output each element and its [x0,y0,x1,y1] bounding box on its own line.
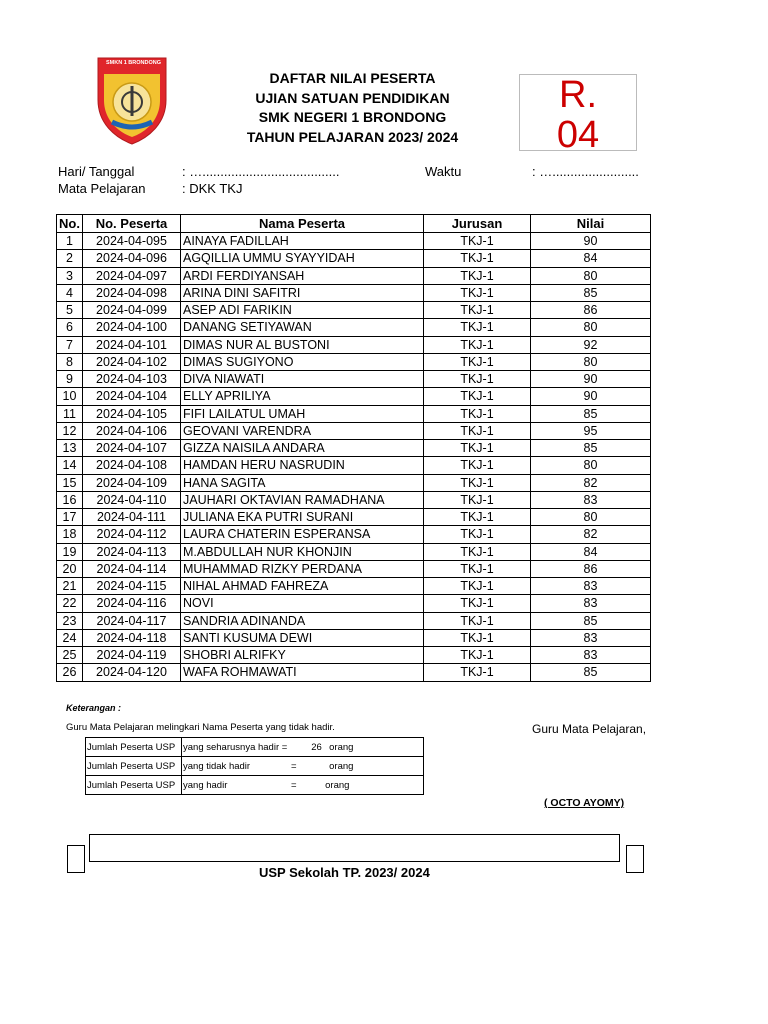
footer-text: USP Sekolah TP. 2023/ 2024 [259,865,430,880]
notes-label: Keterangan : [66,703,122,713]
score-cell: 84 [531,250,651,267]
table-row [57,388,651,405]
summary-row-present [86,776,424,795]
summary-desc [182,776,304,795]
row-number-cell: 20 [57,560,83,577]
participant-name-cell: NOVI [181,595,424,612]
major-cell: TKJ-1 [424,578,531,595]
summary-desc-text: yang hadir [183,779,228,791]
attendance-summary-table [85,737,424,795]
left-square [67,845,85,873]
major-cell: TKJ-1 [424,319,531,336]
table-row [57,405,651,422]
major-cell: TKJ-1 [424,629,531,646]
row-number-cell: 1 [57,233,83,250]
summary-value: 26 [311,741,322,753]
table-row [57,267,651,284]
row-number-cell: 10 [57,388,83,405]
participant-name-cell: FIFI LAILATUL UMAH [181,405,424,422]
table-row [57,233,651,250]
score-cell: 83 [531,629,651,646]
subject-label: Mata Pelajaran [58,181,146,196]
row-number-cell: 5 [57,302,83,319]
score-cell: 90 [531,371,651,388]
summary-eq: = [291,760,297,772]
participant-number-cell: 2024-04-116 [83,595,181,612]
summary-desc-text: yang tidak hadir [183,760,251,772]
score-cell: 85 [531,664,651,681]
score-cell: 83 [531,595,651,612]
participant-name-cell: NIHAL AHMAD FAHREZA [181,578,424,595]
score-cell: 80 [531,509,651,526]
teacher-name: ( OCTO AYOMY) [544,797,625,809]
header-score: Nilai [531,215,651,233]
footer-box [89,834,620,862]
summary-row-expected [86,738,424,757]
table-row [57,336,651,353]
participant-number-cell: 2024-04-099 [83,302,181,319]
row-number-cell: 3 [57,267,83,284]
time-label: Waktu [425,164,462,179]
major-cell: TKJ-1 [424,491,531,508]
major-cell: TKJ-1 [424,250,531,267]
day-label: Hari/ Tanggal [58,164,135,179]
participant-name-cell: DIMAS SUGIYONO [181,353,424,370]
participant-number-cell: 2024-04-119 [83,647,181,664]
score-cell: 85 [531,612,651,629]
day-value: : …...................................... [182,164,340,179]
participant-name-cell: GIZZA NAISILA ANDARA [181,440,424,457]
row-number-cell: 6 [57,319,83,336]
table-row [57,302,651,319]
score-cell: 85 [531,440,651,457]
participant-name-cell: JAUHARI OKTAVIAN RAMADHANA [181,491,424,508]
row-number-cell: 23 [57,612,83,629]
score-cell: 83 [531,491,651,508]
row-number-cell: 26 [57,664,83,681]
major-cell: TKJ-1 [424,595,531,612]
table-row [57,647,651,664]
participant-name-cell: HAMDAN HERU NASRUDIN [181,457,424,474]
score-cell: 85 [531,284,651,301]
summary-value-cell [304,776,424,795]
summary-eq: = [291,779,297,791]
table-row [57,474,651,491]
header-participant-number: No. Peserta [83,215,181,233]
participant-number-cell: 2024-04-095 [83,233,181,250]
time-value: : …........................ [532,164,639,179]
row-number-cell: 19 [57,543,83,560]
row-number-cell: 2 [57,250,83,267]
major-cell: TKJ-1 [424,233,531,250]
participant-name-cell: LAURA CHATERIN ESPERANSA [181,526,424,543]
score-cell: 90 [531,233,651,250]
participant-name-cell: SHOBRI ALRIFKY [181,647,424,664]
table-row [57,612,651,629]
row-number-cell: 17 [57,509,83,526]
notes-instruction: Guru Mata Pelajaran melingkari Nama Peserta yang tidak hadir. [66,722,335,733]
major-cell: TKJ-1 [424,526,531,543]
summary-label: Jumlah Peserta USP [86,757,182,776]
major-cell: TKJ-1 [424,474,531,491]
participant-name-cell: HANA SAGITA [181,474,424,491]
row-number-cell: 21 [57,578,83,595]
major-cell: TKJ-1 [424,422,531,439]
major-cell: TKJ-1 [424,353,531,370]
row-number-cell: 25 [57,647,83,664]
score-cell: 86 [531,560,651,577]
score-cell: 92 [531,336,651,353]
title-line-1: DAFTAR NILAI PESERTA [269,70,436,86]
participant-name-cell: M.ABDULLAH NUR KHONJIN [181,543,424,560]
header-participant-name: Nama Peserta [181,215,424,233]
major-cell: TKJ-1 [424,284,531,301]
major-cell: TKJ-1 [424,388,531,405]
score-cell: 82 [531,474,651,491]
participant-name-cell: JULIANA EKA PUTRI SURANI [181,509,424,526]
major-cell: TKJ-1 [424,371,531,388]
table-row [57,371,651,388]
summary-unit: orang [325,779,350,791]
table-body [57,233,651,682]
participant-number-cell: 2024-04-096 [83,250,181,267]
participant-name-cell: MUHAMMAD RIZKY PERDANA [181,560,424,577]
score-cell: 80 [531,267,651,284]
table-row [57,578,651,595]
table-row [57,543,651,560]
score-cell: 80 [531,457,651,474]
participant-number-cell: 2024-04-104 [83,388,181,405]
major-cell: TKJ-1 [424,543,531,560]
participant-number-cell: 2024-04-109 [83,474,181,491]
title-line-3: SMK NEGERI 1 BRONDONG [258,109,447,125]
row-number-cell: 24 [57,629,83,646]
summary-label: Jumlah Peserta USP [86,776,182,795]
summary-row-absent [86,757,424,776]
document-title [210,69,495,147]
participant-name-cell: DIVA NIAWATI [181,371,424,388]
table-row [57,250,651,267]
table-row [57,353,651,370]
participant-number-cell: 2024-04-120 [83,664,181,681]
major-cell: TKJ-1 [424,612,531,629]
row-number-cell: 9 [57,371,83,388]
major-cell: TKJ-1 [424,405,531,422]
row-number-cell: 7 [57,336,83,353]
participant-name-cell: DIMAS NUR AL BUSTONI [181,336,424,353]
participant-number-cell: 2024-04-100 [83,319,181,336]
participant-name-cell: AGQILLIA UMMU SYAYYIDAH [181,250,424,267]
form-code-line-1: R. [559,74,597,116]
participant-number-cell: 2024-04-102 [83,353,181,370]
table-row [57,664,651,681]
participant-number-cell: 2024-04-103 [83,371,181,388]
participant-name-cell: AINAYA FADILLAH [181,233,424,250]
participant-number-cell: 2024-04-106 [83,422,181,439]
title-line-4: TAHUN PELAJARAN 2023/ 2024 [246,128,459,145]
participant-name-cell: GEOVANI VARENDRA [181,422,424,439]
participant-number-cell: 2024-04-112 [83,526,181,543]
row-number-cell: 11 [57,405,83,422]
form-code-box [519,74,637,156]
participant-name-cell: ARINA DINI SAFITRI [181,284,424,301]
score-cell: 85 [531,405,651,422]
participant-number-cell: 2024-04-113 [83,543,181,560]
table-row [57,284,651,301]
score-cell: 95 [531,422,651,439]
table-row [57,629,651,646]
participant-name-cell: ELLY APRILIYA [181,388,424,405]
score-cell: 80 [531,319,651,336]
summary-unit: orang [329,741,354,753]
row-number-cell: 16 [57,491,83,508]
header-no: No. [57,215,83,233]
summary-label: Jumlah Peserta USP [86,738,182,757]
logo-text: SMKN 1 BRONDONG [106,60,162,66]
row-number-cell: 18 [57,526,83,543]
participant-name-cell: SANTI KUSUMA DEWI [181,629,424,646]
major-cell: TKJ-1 [424,509,531,526]
header-major: Jurusan [424,215,531,233]
participant-number-cell: 2024-04-098 [83,284,181,301]
row-number-cell: 12 [57,422,83,439]
participant-number-cell: 2024-04-110 [83,491,181,508]
table-row [57,319,651,336]
major-cell: TKJ-1 [424,302,531,319]
row-number-cell: 15 [57,474,83,491]
major-cell: TKJ-1 [424,267,531,284]
summary-value-cell [304,757,424,776]
table-row [57,509,651,526]
row-number-cell: 4 [57,284,83,301]
score-cell: 83 [531,647,651,664]
table-row [57,422,651,439]
participant-name-cell: DANANG SETIYAWAN [181,319,424,336]
participant-number-cell: 2024-04-108 [83,457,181,474]
table-row [57,440,651,457]
participant-number-cell: 2024-04-118 [83,629,181,646]
summary-desc: yang seharusnya hadir = [182,738,304,757]
score-cell: 84 [531,543,651,560]
summary-value-cell [304,738,424,757]
participant-name-cell: ASEP ADI FARIKIN [181,302,424,319]
row-number-cell: 14 [57,457,83,474]
participant-name-cell: SANDRIA ADINANDA [181,612,424,629]
table-row [57,457,651,474]
summary-unit: orang [329,760,354,772]
participant-name-cell: WAFA ROHMAWATI [181,664,424,681]
participant-number-cell: 2024-04-114 [83,560,181,577]
score-cell: 90 [531,388,651,405]
participant-number-cell: 2024-04-105 [83,405,181,422]
row-number-cell: 13 [57,440,83,457]
table-row [57,526,651,543]
table-row [57,595,651,612]
participant-number-cell: 2024-04-101 [83,336,181,353]
scores-table [56,214,651,682]
row-number-cell: 22 [57,595,83,612]
score-cell: 83 [531,578,651,595]
major-cell: TKJ-1 [424,647,531,664]
summary-desc [182,757,304,776]
participant-name-cell: ARDI FERDIYANSAH [181,267,424,284]
school-logo [92,52,172,148]
subject-value: : DKK TKJ [182,181,243,196]
major-cell: TKJ-1 [424,664,531,681]
score-cell: 80 [531,353,651,370]
table-row [57,491,651,508]
title-line-2: UJIAN SATUAN PENDIDIKAN [255,89,450,106]
right-square [626,845,644,873]
row-number-cell: 8 [57,353,83,370]
major-cell: TKJ-1 [424,440,531,457]
teacher-role: Guru Mata Pelajaran, [532,722,647,736]
score-cell: 86 [531,302,651,319]
form-code-line-2: 04 [556,114,600,156]
major-cell: TKJ-1 [424,560,531,577]
participant-number-cell: 2024-04-107 [83,440,181,457]
score-cell: 82 [531,526,651,543]
table-header-row [57,215,651,233]
participant-number-cell: 2024-04-115 [83,578,181,595]
table-row [57,560,651,577]
participant-number-cell: 2024-04-111 [83,509,181,526]
participant-number-cell: 2024-04-117 [83,612,181,629]
participant-number-cell: 2024-04-097 [83,267,181,284]
major-cell: TKJ-1 [424,457,531,474]
major-cell: TKJ-1 [424,336,531,353]
